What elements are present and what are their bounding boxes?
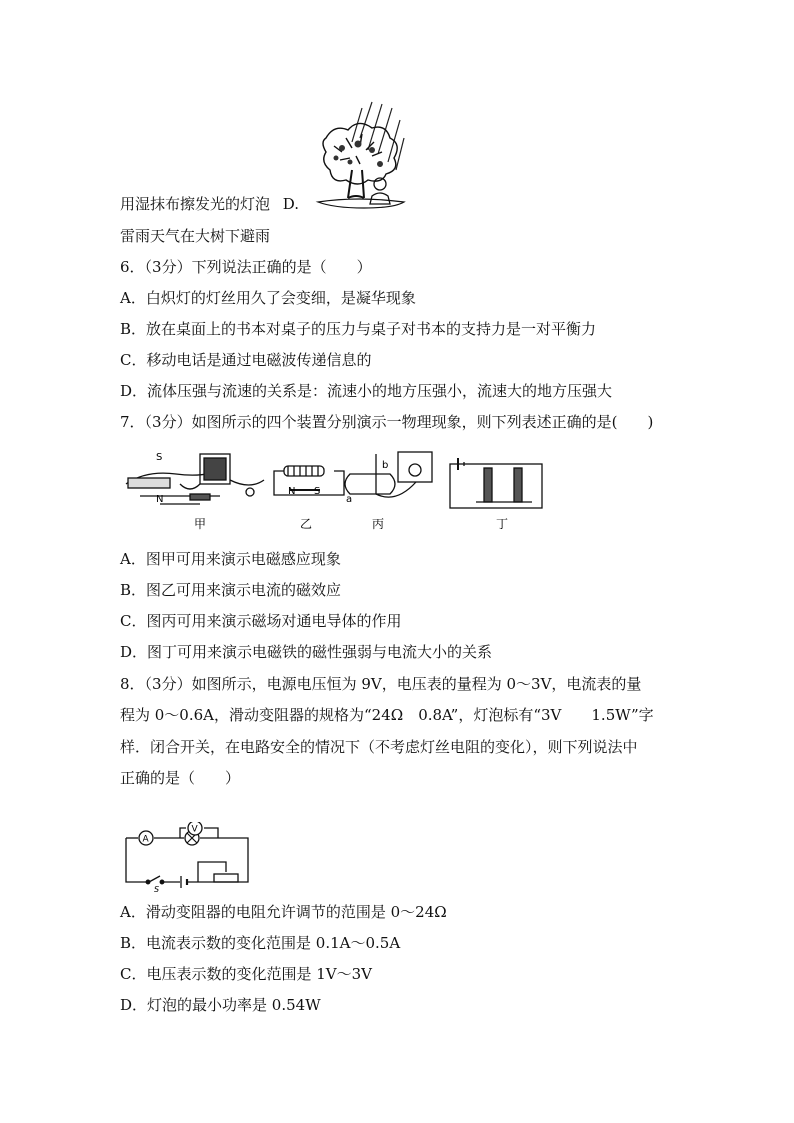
q8-option-a: A．滑动变阻器的电阻允许调节的范围是 0～24Ω	[120, 903, 447, 921]
ammeter-label: A	[142, 834, 149, 845]
q8-option-b: B．电流表示数的变化范围是 0.1A～0.5A	[120, 934, 401, 952]
q7-stem: 7．（3分）如图所示的四个装置分别演示一物理现象，则下列表述正确的是( )	[120, 413, 654, 431]
label-jia: 甲	[194, 517, 207, 531]
q6-option-d: D．流体压强与流速的关系是：流速小的地方压强小，流速大的地方压强大	[120, 382, 613, 400]
label-n2: N	[288, 486, 296, 497]
switch-label: S	[154, 885, 160, 894]
q7-option-b: B．图乙可用来演示电流的磁效应	[120, 581, 342, 599]
label-n: N	[156, 494, 164, 505]
label-ding: 丁	[496, 517, 509, 531]
figure-yi	[274, 466, 344, 495]
q5-option-d: 雷雨天气在大树下避雨	[120, 227, 271, 245]
q7-option-a: A．图甲可用来演示电磁感应现象	[120, 550, 341, 568]
q5-option-c-text: 用湿抹布擦发光的灯泡	[120, 195, 271, 213]
voltmeter-label: V	[191, 824, 198, 835]
q7-option-c: C．图丙可用来演示磁场对通电导体的作用	[120, 612, 402, 630]
label-b: b	[382, 460, 389, 471]
label-s: S	[156, 452, 163, 463]
q8-circuit-diagram	[118, 822, 258, 894]
q8-stem-line-3: 样．闭合开关，在电路安全的情况下（不考虑灯丝电阻的变化），则下列说法中	[120, 738, 638, 756]
q8-stem-line-2: 程为 0～0.6A，滑动变阻器的规格为“24Ω 0.8A”，灯泡标有“3V 1.5W”字	[120, 706, 654, 724]
q6-option-a: A．白炽灯的灯丝用久了会变细，是凝华现象	[120, 289, 416, 307]
figure-jia	[126, 454, 264, 504]
q8-stem-line-1: 8．（3分）如图所示，电源电压恒为 9V，电压表的量程为 0～3V，电流表的量	[120, 675, 642, 693]
q6-option-b: B．放在桌面上的书本对桌子的压力与桌子对书本的支持力是一对平衡力	[120, 320, 597, 338]
figure-bing	[345, 452, 432, 497]
q8-stem-line-4: 正确的是（ ）	[120, 769, 241, 787]
q6-option-c: C．移动电话是通过电磁波传递信息的	[120, 351, 372, 369]
q5-option-c	[120, 194, 299, 214]
label-s2: S	[314, 486, 321, 497]
q7-figure	[120, 444, 550, 536]
label-bing: 丙	[372, 517, 385, 531]
q6-stem: 6．（3分）下列说法正确的是（ ）	[120, 258, 372, 276]
q5-option-d-label: D.	[282, 195, 300, 213]
q8-option-d: D．灯泡的最小功率是 0.54W	[120, 996, 321, 1014]
q7-option-d: D．图丁可用来演示电磁铁的磁性强弱与电流大小的关系	[120, 643, 493, 661]
figure-ding	[450, 458, 542, 508]
q8-option-c: C．电压表示数的变化范围是 1V～3V	[120, 965, 372, 983]
label-a: a	[346, 494, 353, 505]
tree-lightning-image	[312, 98, 408, 216]
label-yi: 乙	[300, 517, 313, 531]
